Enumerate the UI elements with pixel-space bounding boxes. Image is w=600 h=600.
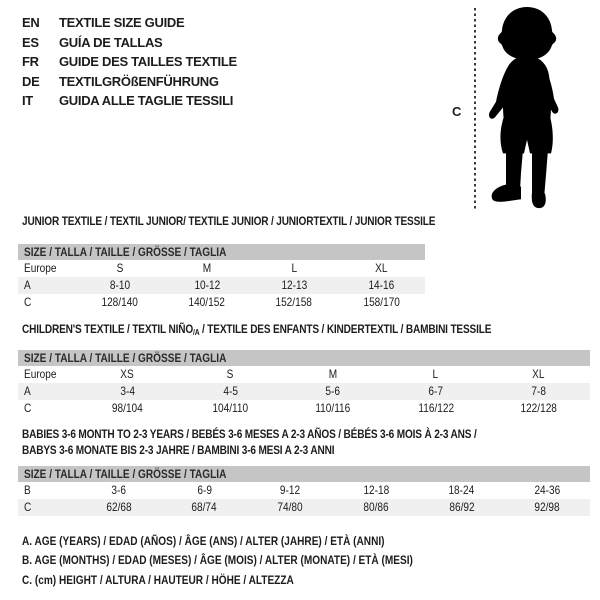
table-cell: 152/158 (275, 295, 313, 309)
table-cell: 4-5 (222, 384, 238, 398)
table-cell: 14-16 (368, 278, 395, 292)
section-title-children (22, 322, 581, 337)
language-title: GUIDA ALLE TAGLIE TESSILI (59, 93, 234, 108)
section-title-babies (22, 426, 563, 458)
table-cell: L (432, 367, 439, 381)
table-cell: 24-36 (534, 483, 561, 497)
row-label-cell: A (24, 278, 31, 292)
table-row (18, 294, 425, 311)
row-label-cell: A (24, 384, 31, 398)
table-cell: 68/74 (191, 500, 218, 514)
table-cell: 12-18 (362, 483, 389, 497)
table-cell: 92/98 (534, 500, 560, 514)
table-cell: 122/128 (520, 401, 557, 415)
table-cell: 18-24 (448, 483, 475, 497)
junior-size-table (18, 244, 425, 311)
table-cell: 62/68 (106, 500, 132, 514)
table-cell: 9-12 (280, 483, 301, 497)
table-row (18, 260, 425, 277)
row-label-cell: Europe (24, 367, 57, 381)
height-label-c: C (452, 104, 462, 119)
table-cell: 3-4 (120, 384, 135, 398)
table-cell: 116/122 (417, 401, 454, 415)
table-cell: XL (375, 261, 388, 275)
table-cell: XS (120, 367, 135, 381)
footnotes (22, 532, 487, 590)
section-title-junior (22, 214, 514, 228)
language-code: FR (22, 54, 39, 69)
table-cell: 6-9 (197, 483, 212, 497)
table-cell: 12-13 (281, 278, 308, 292)
row-label-cell: B (24, 483, 31, 497)
table-header-bar: SIZE / TALLA / TAILLE / GRÖSSE / TAGLIA (18, 350, 590, 366)
language-code: EN (22, 15, 40, 30)
babies-size-table (18, 466, 590, 516)
table-cell: M (202, 261, 212, 275)
language-title: TEXTILE SIZE GUIDE (59, 15, 185, 30)
language-title-block (22, 13, 237, 111)
subscript-a: /A (193, 328, 200, 337)
table-row (18, 277, 425, 294)
table-cell: 104/110 (212, 401, 249, 415)
table-row (18, 383, 590, 400)
language-row (22, 13, 237, 33)
table-cell: 5-6 (325, 384, 341, 398)
children-size-table (18, 350, 590, 417)
table-cell: 7-8 (531, 384, 546, 398)
table-cell: 86/92 (448, 500, 475, 514)
table-cell: S (116, 261, 123, 275)
table-cell: XL (532, 367, 545, 381)
row-label-cell: Europe (24, 261, 57, 275)
baby-silhouette (482, 7, 572, 212)
row-label-cell: C (24, 500, 32, 514)
section-title-text: CHILDREN'S TEXTILE / TEXTIL $NIÑO_{/A}$ / TEXTILE DES ENFANTS / KINDERTEXTIL / BAMBINI TESSILE (22, 322, 492, 337)
table-row (18, 499, 590, 516)
table-cell: 8-10 (109, 278, 130, 292)
row-label-cell: C (24, 401, 32, 415)
language-code: IT (22, 93, 33, 108)
table-cell: 74/80 (277, 500, 303, 514)
table-cell: 110/116 (315, 401, 351, 415)
table-cell: S (226, 367, 234, 381)
language-code: ES (22, 34, 39, 50)
table-cell: 10-12 (193, 278, 220, 292)
language-title: GUÍA DE TALLAS (59, 34, 163, 50)
table-cell: 80/86 (363, 500, 389, 514)
height-dotted-line (474, 8, 476, 210)
language-title: GUIDE DES TAILLES TEXTILE (59, 54, 237, 69)
section-title-text: JUNIOR TEXTILE / TEXTIL JUNIOR/ TEXTILE JUNIOR / JUNIORTEXTIL / JUNIOR TESSILE (22, 214, 436, 228)
table-header-bar: SIZE / TALLA / TAILLE / GRÖSSE / TAGLIA (18, 244, 425, 260)
table-row (18, 482, 590, 499)
table-cell: 6-7 (428, 384, 444, 398)
language-row (22, 72, 237, 92)
note-line: A. AGE (YEARS) / EDAD (AÑOS) / ÂGE (ANS) / ALTER (JAHRE) / ETÀ (ANNI) (22, 534, 385, 548)
table-row (18, 400, 590, 417)
table-cell: 98/104 (111, 401, 143, 415)
section-title-line2: BABYS 3-6 MONATE BIS 2-3 JAHRE / BAMBINI 3-6 MESI A 2-3 ANNI (22, 443, 335, 457)
language-row (22, 91, 237, 111)
row-label-cell: C (24, 295, 32, 309)
language-code: DE (22, 73, 40, 89)
table-cell: 140/152 (188, 295, 226, 309)
table-cell: L (291, 261, 297, 275)
table-cell: M (328, 367, 338, 381)
table-cell: 3-6 (111, 483, 127, 497)
language-row (22, 33, 237, 53)
language-row (22, 52, 237, 72)
note-line: B. AGE (MONTHS) / EDAD (MESES) / ÂGE (MOIS) / ALTER (MONATE) / ETÀ (MESI) (22, 553, 413, 568)
table-cell: 158/170 (363, 295, 400, 309)
section-title-line1: BABIES 3-6 MONTH TO 2-3 YEARS / BEBÉS 3-6 MESES A 2-3 AÑOS / BÉBÉS 3-6 MOIS À 2-3 ANS / (22, 427, 477, 441)
table-row (18, 366, 590, 383)
table-header-bar: SIZE / TALLA / TAILLE / GRÖSSE / TAGLIA (18, 466, 590, 482)
note-line: C. (cm) HEIGHT / ALTURA / HAUTEUR / HÖHE / ALTEZZA (22, 572, 294, 587)
table-cell: 128/140 (101, 295, 138, 309)
language-title: TEXTILGRÖßENFÜHRUNG (59, 73, 219, 89)
